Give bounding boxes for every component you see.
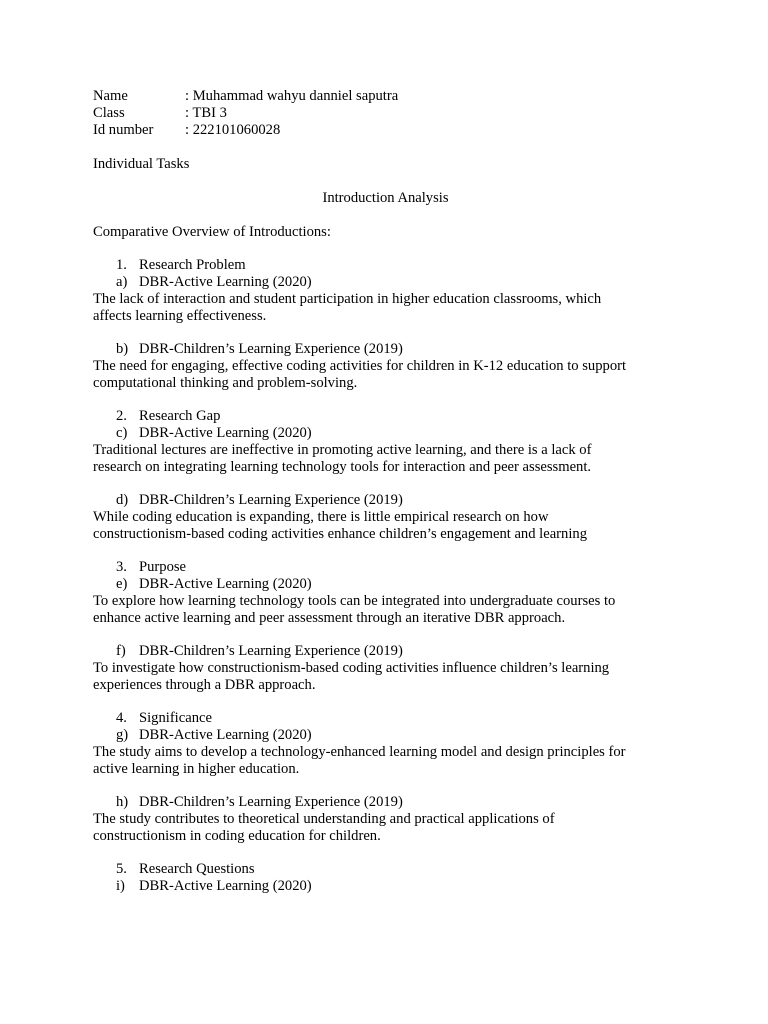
section-number: 4. bbox=[116, 710, 127, 726]
paragraph-line: research on integrating learning technology tools for interaction and peer assessment. bbox=[93, 459, 592, 475]
section-heading: Research Problem bbox=[139, 257, 246, 273]
section-heading: Purpose bbox=[139, 559, 187, 575]
section-number: 5. bbox=[116, 861, 127, 877]
section-number: 2. bbox=[116, 408, 127, 424]
paragraph-line: The study contributes to theoretical understanding and practical applications of bbox=[93, 811, 555, 827]
paragraph-line: To explore how learning technology tools can be integrated into undergraduate courses to bbox=[93, 593, 616, 609]
item-marker: d) bbox=[116, 492, 129, 508]
item-marker: e) bbox=[116, 576, 128, 592]
paragraph-line: To investigate how constructionism-based coding activities influence children’s learning bbox=[93, 660, 610, 676]
paragraph-line: computational thinking and problem-solving. bbox=[93, 375, 358, 391]
item-marker: a) bbox=[116, 274, 128, 290]
item-label: DBR-Active Learning (2020) bbox=[139, 425, 312, 441]
paragraph-line: The need for engaging, effective coding activities for children in K-12 education to support bbox=[93, 358, 627, 374]
paragraph-line: enhance active learning and peer assessment through an iterative DBR approach. bbox=[93, 610, 566, 626]
name-label: Name bbox=[93, 88, 128, 104]
paragraph-line: constructionism-based coding activities enhance children’s engagement and learning bbox=[93, 526, 587, 542]
item-marker: h) bbox=[116, 794, 129, 810]
paragraph-line: Traditional lectures are ineffective in promoting active learning, and there is a lack of bbox=[93, 442, 592, 458]
paragraph-line: The study aims to develop a technology-enhanced learning model and design principles for bbox=[93, 744, 626, 760]
id-label: Id number bbox=[93, 122, 154, 138]
item-marker: f) bbox=[116, 643, 126, 659]
task-label: Individual Tasks bbox=[93, 156, 190, 172]
section-heading: Research Gap bbox=[139, 408, 221, 424]
item-label: DBR-Active Learning (2020) bbox=[139, 274, 312, 290]
name-value: : Muhammad wahyu danniel saputra bbox=[185, 88, 399, 104]
section-heading: Significance bbox=[139, 710, 212, 726]
item-label: DBR-Active Learning (2020) bbox=[139, 576, 312, 592]
section-number: 3. bbox=[116, 559, 127, 575]
item-label: DBR-Children’s Learning Experience (2019) bbox=[139, 794, 403, 810]
item-marker: i) bbox=[116, 878, 125, 894]
item-label: DBR-Active Learning (2020) bbox=[139, 727, 312, 743]
paragraph-line: While coding education is expanding, there is little empirical research on how bbox=[93, 509, 549, 525]
paragraph-line: constructionism in coding education for children. bbox=[93, 828, 381, 844]
page-title: Introduction Analysis bbox=[322, 190, 449, 206]
overview-heading: Comparative Overview of Introductions: bbox=[93, 224, 331, 240]
class-value: : TBI 3 bbox=[185, 105, 227, 121]
item-marker: b) bbox=[116, 341, 129, 357]
item-label: DBR-Children’s Learning Experience (2019) bbox=[139, 341, 403, 357]
item-label: DBR-Children’s Learning Experience (2019) bbox=[139, 492, 403, 508]
item-label: DBR-Children’s Learning Experience (2019) bbox=[139, 643, 403, 659]
paragraph-line: active learning in higher education. bbox=[93, 761, 300, 777]
class-label: Class bbox=[93, 105, 125, 121]
section-number: 1. bbox=[116, 257, 127, 273]
paragraph-line: affects learning effectiveness. bbox=[93, 308, 267, 324]
section-heading: Research Questions bbox=[139, 861, 255, 877]
paragraph-line: The lack of interaction and student participation in higher education classrooms, which bbox=[93, 291, 602, 307]
item-marker: c) bbox=[116, 425, 128, 441]
item-marker: g) bbox=[116, 727, 129, 743]
item-label: DBR-Active Learning (2020) bbox=[139, 878, 312, 894]
paragraph-line: experiences through a DBR approach. bbox=[93, 677, 316, 693]
id-value: : 222101060028 bbox=[185, 122, 281, 138]
